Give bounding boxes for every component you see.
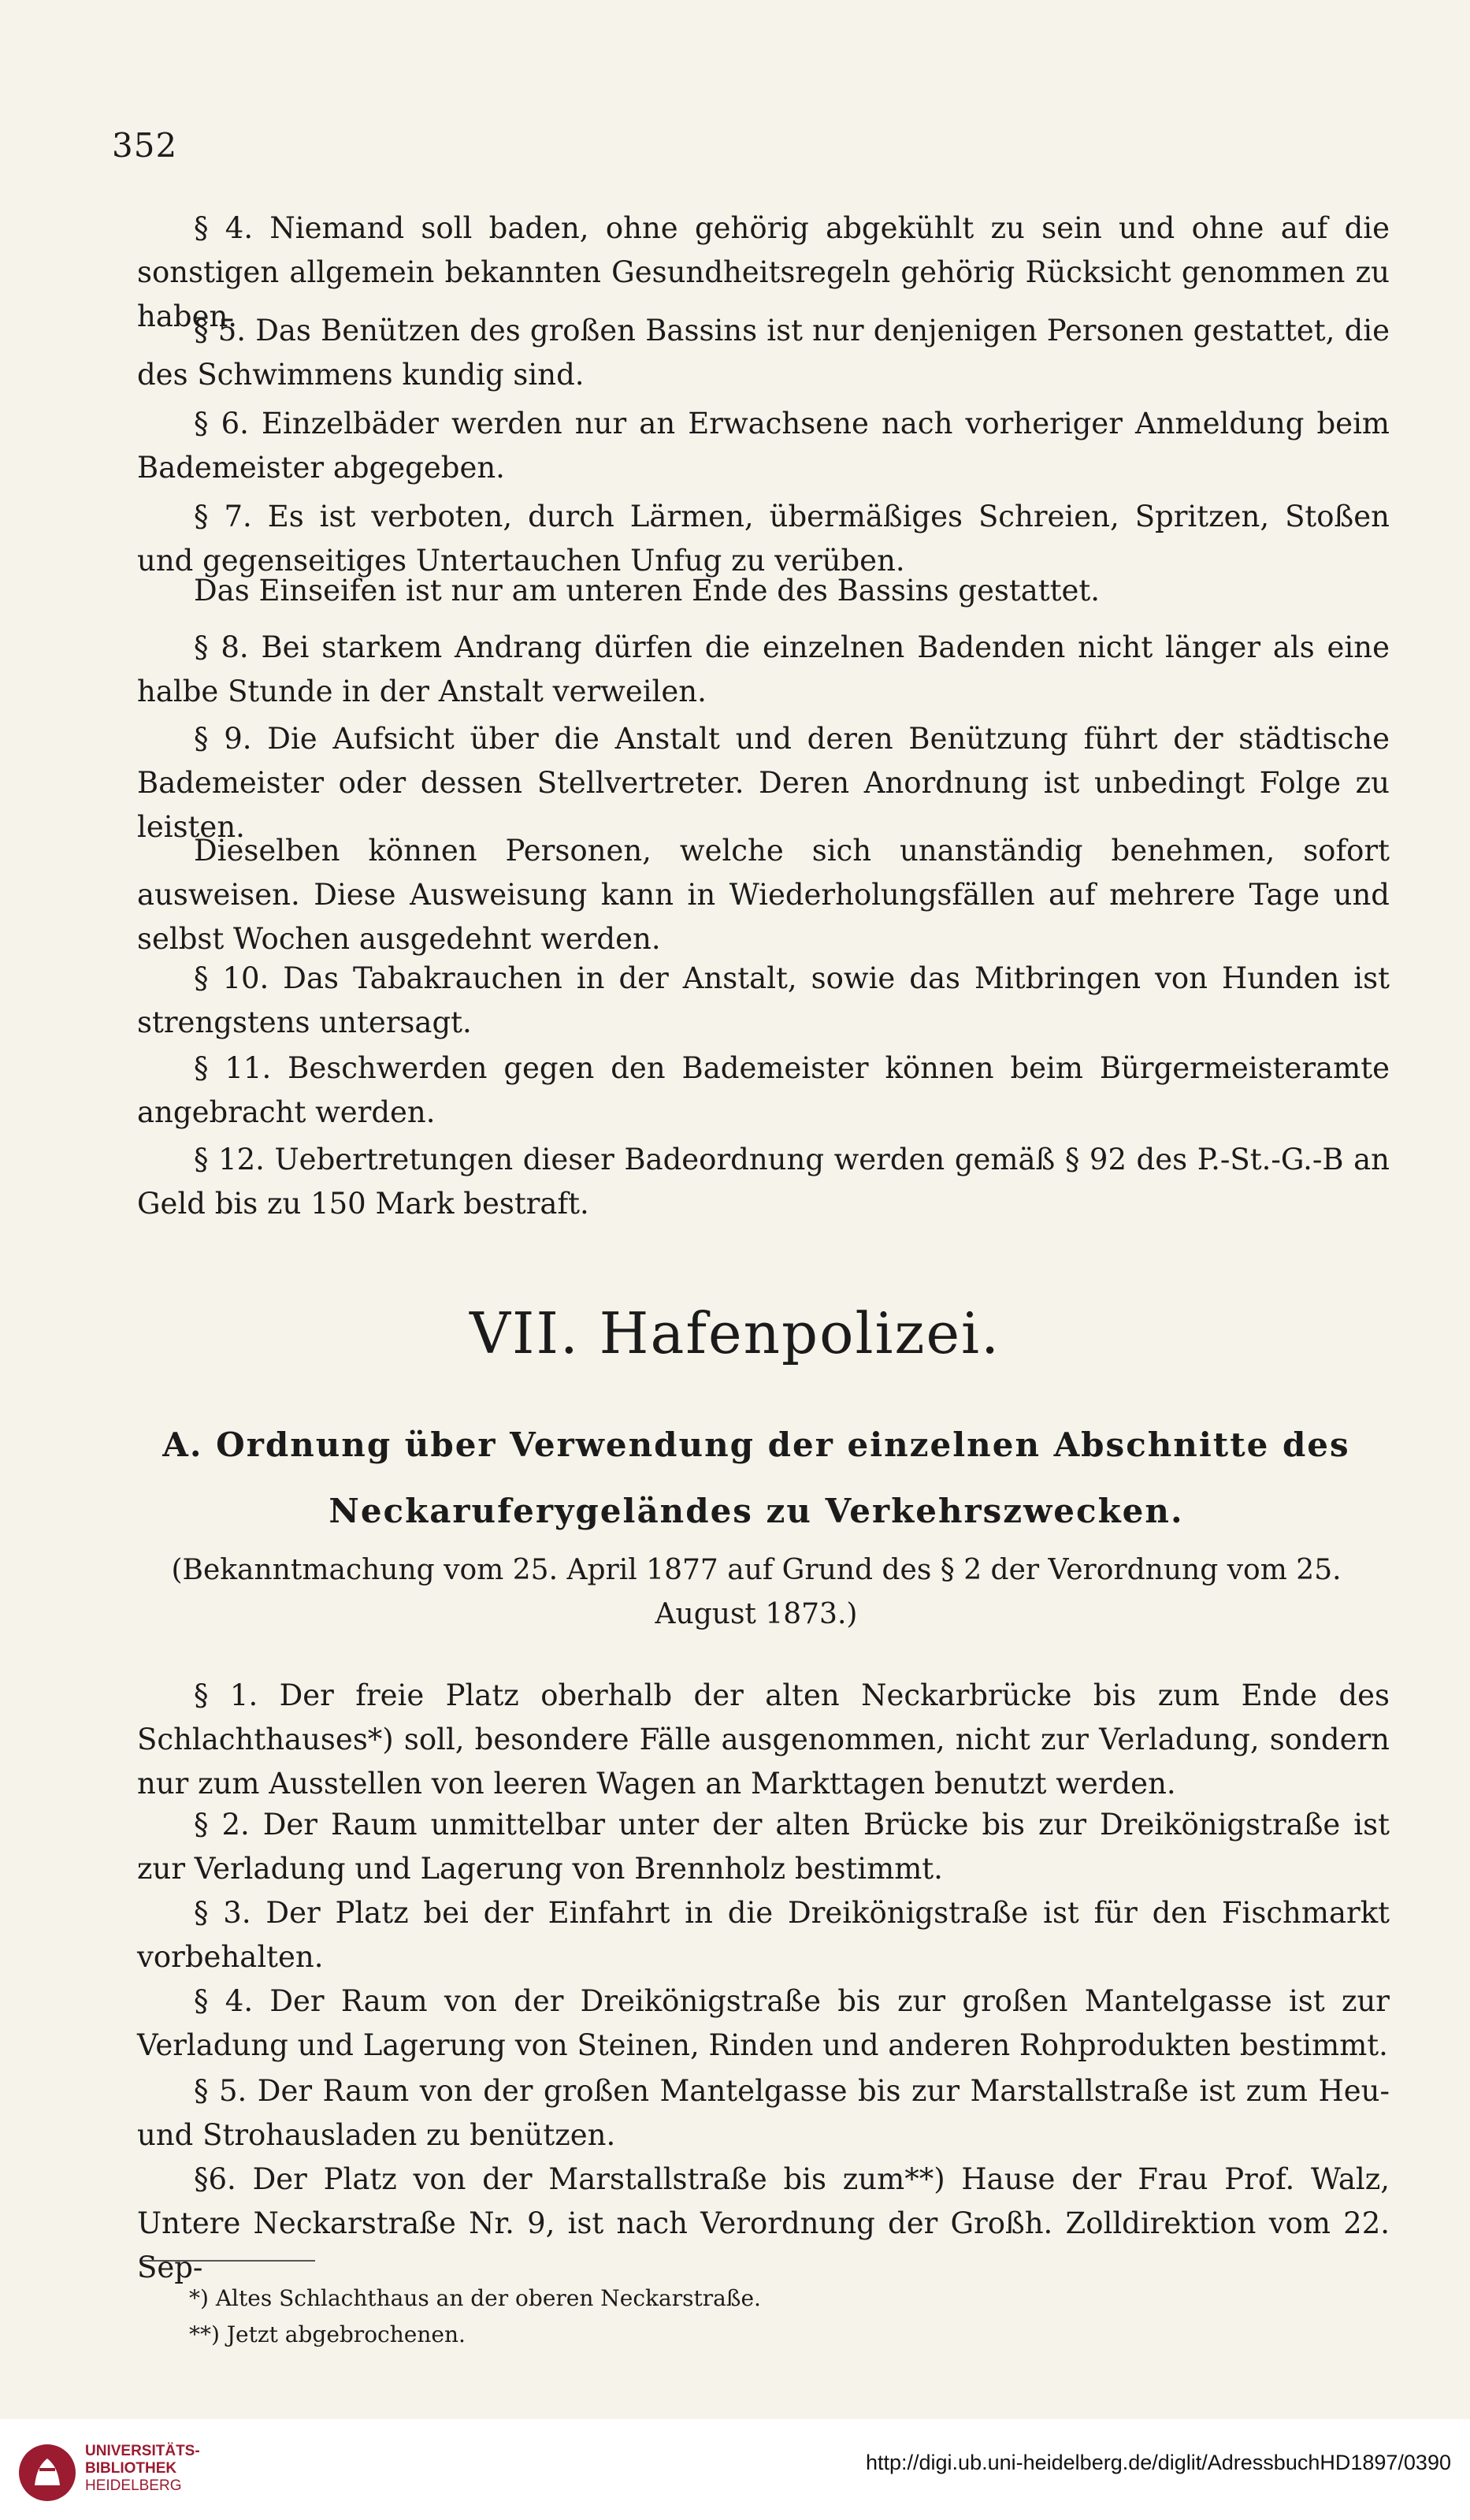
- section-title: A. Ordnung über Verwendung der einzelnen Abschnitte des Neckaruferygeländes zu Verkehrszwecken.: [162, 1425, 1350, 1530]
- library-logo-text: [85, 2443, 200, 2495]
- rule-paragraph-9: § 9. Die Aufsicht über die Anstalt und deren Benützung führt der städtische Bademeister oder dessen Stellvertreter. Deren Anordnung ist unbedingt Folge zu leisten.: [137, 722, 1390, 844]
- rule-paragraph-5: § 5. Das Benützen des großen Bassins ist nur denjenigen Personen gestattet, die des Schwimmens kundig sind.: [137, 314, 1390, 392]
- rule-paragraph-4: § 4. Niemand soll baden, ohne gehörig abgekühlt zu sein und ohne auf die sonstigen allgemein bekannten Gesundheitsregeln gehörig Rücksicht genommen zu haben.: [137, 211, 1390, 333]
- logo-line-3: HEIDELBERG: [85, 2477, 182, 2494]
- rule-paragraph-6: § 6. Einzelbäder werden nur an Erwachsene nach vorheriger Anmeldung beim Bademeister abgegeben.: [137, 407, 1390, 485]
- page-number: 352: [112, 126, 178, 165]
- harbor-paragraph-1: § 1. Der freie Platz oberhalb der alten Neckarbrücke bis zum Ende des Schlachthauses*) soll, besondere Fälle ausgenommen, nicht zur Verladung, sondern nur zum Ausstellen von leeren Wagen an Markttagen benutzt werden.: [137, 1678, 1390, 1801]
- harbor-paragraph-6: §6. Der Platz von der Marstallstraße bis zum**) Hause der Frau Prof. Walz, Untere Neckarstraße Nr. 9, ist nach Verordnung der Großh. Zolldirektion vom 22. Sep-: [137, 2162, 1390, 2284]
- rule-paragraph-10: § 10. Das Tabakrauchen in der Anstalt, sowie das Mitbringen von Hunden ist strengstens untersagt.: [137, 961, 1390, 1039]
- logo-line-1: UNIVERSITÄTS-: [85, 2443, 200, 2459]
- chapter-title: VII. Hafenpolizei.: [470, 1300, 1000, 1366]
- harbor-paragraph-5: § 5. Der Raum von der großen Mantelgasse bis zur Marstallstraße ist zum Heu- und Strohausladen zu benützen.: [137, 2074, 1390, 2152]
- logo-line-2: BIBLIOTHEK: [85, 2460, 177, 2477]
- rule-paragraph-9b: Dieselben können Personen, welche sich unanständig benehmen, sofort ausweisen. Diese Ausweisung kann in Wiederholungsfällen auf mehrere Tage und selbst Wochen ausgedehnt werden.: [137, 834, 1390, 956]
- rule-paragraph-7b: Das Einseifen ist nur am unteren Ende des Bassins gestattet.: [194, 574, 1101, 608]
- source-url-link[interactable]: http://digi.ub.uni-heidelberg.de/diglit/AdressbuchHD1897/0390: [865, 2451, 1451, 2474]
- footnote-1: *) Altes Schlachthaus an der oberen Neckarstraße.: [189, 2285, 761, 2311]
- library-seal-icon: [16, 2441, 79, 2504]
- harbor-paragraph-2: § 2. Der Raum unmittelbar unter der alten Brücke bis zur Dreikönigstraße ist zur Verladung und Lagerung von Brennholz bestimmt.: [137, 1808, 1390, 1886]
- rule-paragraph-12: § 12. Uebertretungen dieser Badeordnung werden gemäß § 92 des P.-St.-G.-B an Geld bis zu 150 Mark bestraft.: [137, 1143, 1390, 1221]
- footnote-2: **) Jetzt abgebrochenen.: [189, 2321, 466, 2347]
- harbor-paragraph-3: § 3. Der Platz bei der Einfahrt in die Dreikönigstraße ist für den Fischmarkt vorbehalten.: [137, 1896, 1390, 1974]
- library-footer: [0, 2419, 1470, 2520]
- footnote-divider: [142, 2260, 315, 2262]
- rule-paragraph-7: § 7. Es ist verboten, durch Lärmen, übermäßiges Schreien, Spritzen, Stoßen und gegenseitiges Untertauchen Unfug zu verüben.: [137, 500, 1390, 578]
- rule-paragraph-11: § 11. Beschwerden gegen den Bademeister können beim Bürgermeisteramte angebracht werden.: [137, 1051, 1390, 1129]
- announcement: (Bekanntmachung vom 25. April 1877 auf Grund des § 2 der Verordnung vom 25. August 1873.): [171, 1554, 1342, 1630]
- harbor-paragraph-4: § 4. Der Raum von der Dreikönigstraße bis zur großen Mantelgasse ist zur Verladung und Lagerung von Steinen, Rinden und anderen Rohprodukten bestimmt.: [137, 1984, 1390, 2062]
- rule-paragraph-8: § 8. Bei starkem Andrang dürfen die einzelnen Badenden nicht länger als eine halbe Stunde in der Anstalt verweilen.: [137, 630, 1390, 708]
